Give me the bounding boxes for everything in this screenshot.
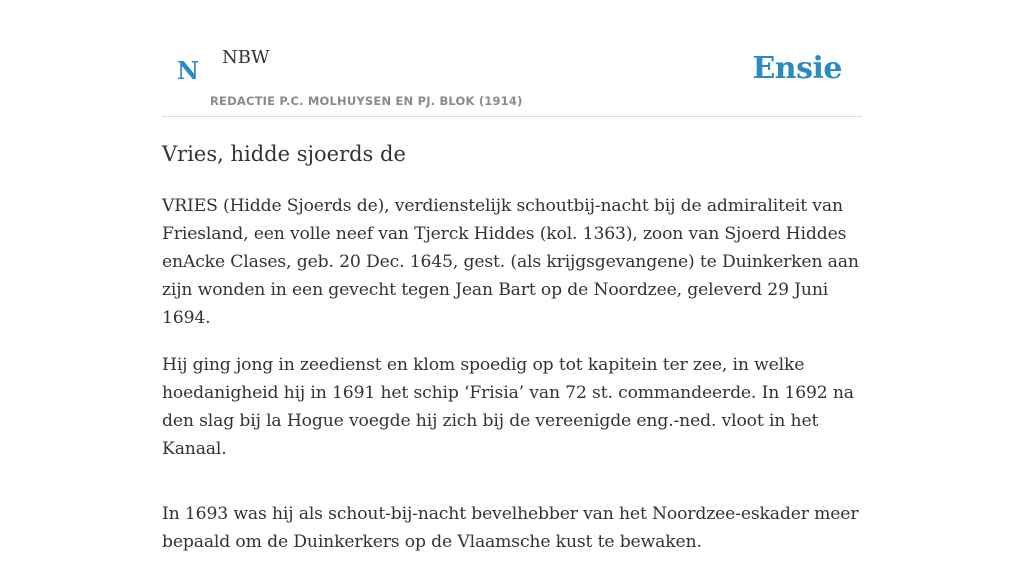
source-subtitle: REDACTIE P.C. MOLHUYSEN EN PJ. BLOK (1914)	[210, 94, 523, 108]
source-logo-n[interactable]: N	[177, 56, 199, 85]
article-body	[162, 192, 866, 575]
header	[162, 0, 862, 117]
article-paragraph-3: In 1693 was hij als schout-bij-nacht bevelhebber van het Noordzee-eskader meer bepaald om de Duinkerkers op de Vlaamsche kust te bewaken.	[162, 504, 859, 552]
article-paragraph-2: Hij ging jong in zeedienst en klom spoedig op tot kapitein ter zee, in welke hoedanigheid hij in 1691 het schip ‘Frisia’ van 72 st. commandeerde. In 1692 na den slag bij la Hogue voegde hij zich bij de vereenigde eng.-ned. vloot in het Kanaal.	[162, 355, 854, 459]
article-paragraph-1: VRIES (Hidde Sjoerds de), verdienstelijk schoutbij-nacht bij de admiraliteit van Friesland, een volle neef van Tjerck Hiddes (kol. 1363), zoon van Sjoerd Hiddes enAcke Clases, geb. 20 Dec. 1645, gest. (als krijgsgevangene) te Duinkerken aan zijn wonden in een gevecht tegen Jean Bart op de Noordzee, geleverd 29 Juni 1694.	[162, 196, 859, 328]
article-title: Vries, hidde sjoerds de	[162, 142, 406, 166]
source-name[interactable]: NBW	[222, 47, 270, 68]
ensie-logo[interactable]: Ensie	[752, 51, 842, 86]
